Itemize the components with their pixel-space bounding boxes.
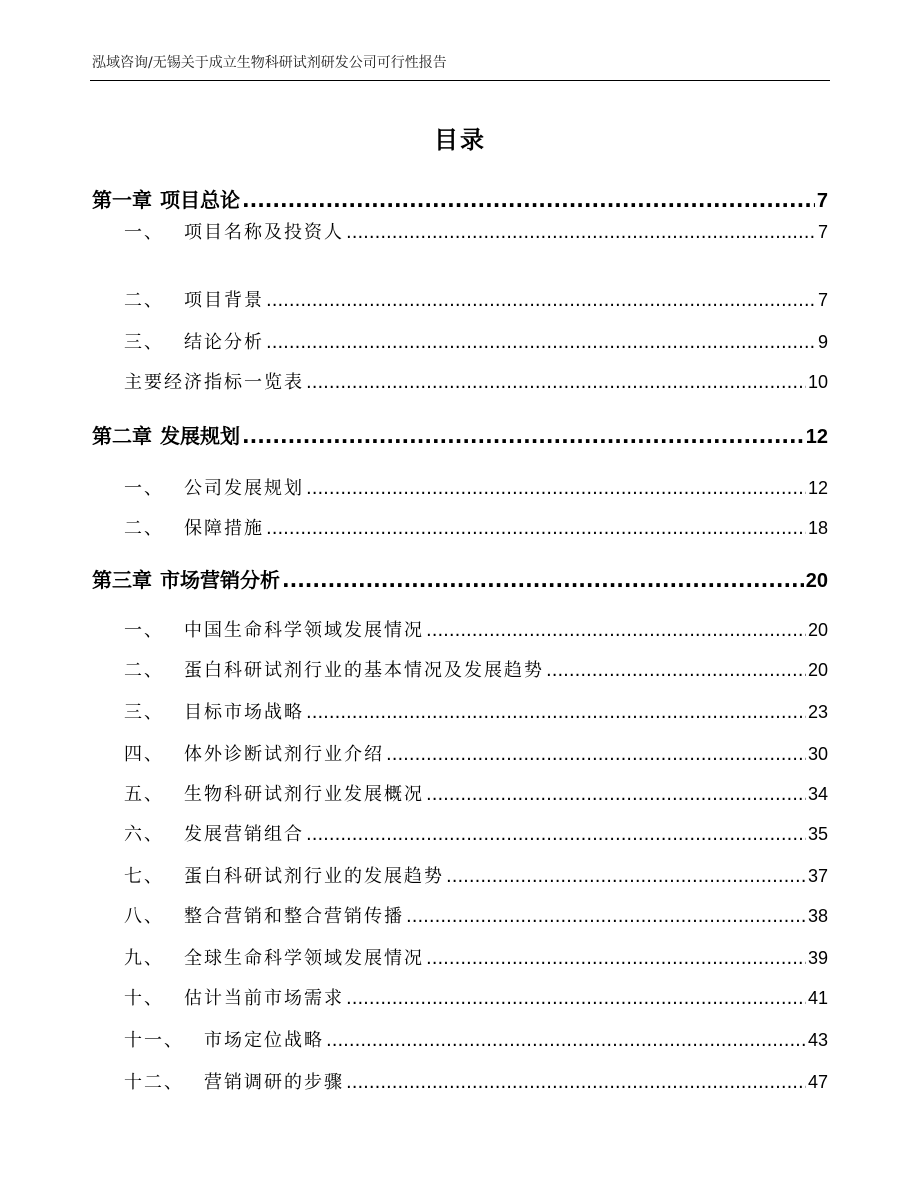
toc-entry-page-number: 47 <box>807 1072 828 1092</box>
toc-entry-page-number: 35 <box>807 824 828 844</box>
toc-section-entry[interactable] <box>124 1026 828 1052</box>
toc-section-entry[interactable] <box>124 820 828 846</box>
toc-section-entry[interactable] <box>124 698 828 724</box>
toc-entry-page-number: 20 <box>807 660 828 680</box>
dot-leader <box>242 188 815 212</box>
toc-entry-number: 一、 <box>124 478 164 499</box>
toc-entry-page-number: 20 <box>807 620 828 640</box>
toc-entry-label: 项目背景 <box>184 290 264 311</box>
toc-entry-page-number: 12 <box>807 478 828 498</box>
toc-entry-number: 十、 <box>124 988 164 1009</box>
toc-section-entry[interactable] <box>124 286 828 312</box>
toc-entry-number: 三、 <box>124 702 164 723</box>
toc-entry-number: 八、 <box>124 906 164 927</box>
dot-leader <box>346 222 816 243</box>
toc-chapter-entry[interactable] <box>92 184 828 213</box>
dot-leader <box>546 660 806 681</box>
toc-entry-page-number: 38 <box>807 906 828 926</box>
toc-entry-label: 中国生命科学领域发展情况 <box>184 620 424 641</box>
toc-section-entry[interactable] <box>124 514 828 540</box>
toc-entry-page-number: 39 <box>807 948 828 968</box>
toc-entry-page-number: 12 <box>805 426 828 448</box>
toc-section-entry[interactable] <box>124 656 828 682</box>
toc-entry-label: 结论分析 <box>184 332 264 353</box>
toc-entry-number: 四、 <box>124 744 164 765</box>
toc-entry-number: 十二、 <box>124 1072 184 1093</box>
dot-leader <box>426 948 806 969</box>
toc-entry-page-number: 7 <box>817 290 828 310</box>
dot-leader <box>242 424 804 448</box>
toc-section-entry[interactable] <box>124 616 828 642</box>
header-divider <box>90 80 830 81</box>
toc-entry-label: 发展规划 <box>160 424 240 448</box>
toc-entry-number: 一、 <box>124 222 164 243</box>
toc-section-entry[interactable] <box>124 474 828 500</box>
dot-leader <box>346 988 806 1009</box>
toc-entry-number: 五、 <box>124 784 164 805</box>
toc-section-entry[interactable] <box>124 1068 828 1094</box>
toc-entry-page-number: 7 <box>816 190 828 212</box>
toc-section-entry[interactable] <box>124 328 828 354</box>
toc-entry-number: 二、 <box>124 518 164 539</box>
toc-section-entry[interactable] <box>124 218 828 244</box>
toc-entry-number: 二、 <box>124 660 164 681</box>
toc-section-entry[interactable] <box>124 368 828 394</box>
toc-entry-number: 第三章 <box>92 568 152 592</box>
toc-entry-number: 第一章 <box>92 188 152 212</box>
dot-leader <box>346 1072 806 1093</box>
toc-entry-label: 估计当前市场需求 <box>184 988 344 1009</box>
toc-entry-page-number: 20 <box>805 570 828 592</box>
toc-entry-page-number: 37 <box>807 866 828 886</box>
toc-entry-label: 蛋白科研试剂行业的发展趋势 <box>184 866 444 887</box>
toc-entry-number: 六、 <box>124 824 164 845</box>
toc-entry-label: 主要经济指标一览表 <box>124 372 304 393</box>
toc-section-entry[interactable] <box>124 902 828 928</box>
dot-leader <box>446 866 806 887</box>
toc-entry-label: 体外诊断试剂行业介绍 <box>184 744 384 765</box>
dot-leader <box>282 568 804 592</box>
dot-leader <box>306 702 806 723</box>
toc-entry-page-number: 41 <box>807 988 828 1008</box>
toc-entry-label: 市场营销分析 <box>160 568 280 592</box>
dot-leader <box>386 744 806 765</box>
toc-chapter-entry[interactable] <box>92 420 828 449</box>
dot-leader <box>266 332 816 353</box>
toc-entry-number: 九、 <box>124 948 164 969</box>
dot-leader <box>266 518 806 539</box>
toc-section-entry[interactable] <box>124 740 828 766</box>
dot-leader <box>266 290 816 311</box>
toc-entry-label: 营销调研的步骤 <box>204 1072 344 1093</box>
toc-entry-number: 一、 <box>124 620 164 641</box>
toc-entry-page-number: 10 <box>807 372 828 392</box>
toc-entry-number: 第二章 <box>92 424 152 448</box>
toc-entry-number: 十一、 <box>124 1030 184 1051</box>
toc-entry-label: 蛋白科研试剂行业的基本情况及发展趋势 <box>184 660 544 681</box>
toc-entry-label: 生物科研试剂行业发展概况 <box>184 784 424 805</box>
toc-entry-number: 二、 <box>124 290 164 311</box>
toc-entry-number: 三、 <box>124 332 164 353</box>
toc-entry-page-number: 34 <box>807 784 828 804</box>
toc-entry-page-number: 43 <box>807 1030 828 1050</box>
dot-leader <box>306 824 806 845</box>
toc-entry-label: 目标市场战略 <box>184 702 304 723</box>
dot-leader <box>426 620 806 641</box>
toc-entry-label: 全球生命科学领域发展情况 <box>184 948 424 969</box>
toc-entry-number: 七、 <box>124 866 164 887</box>
toc-entry-label: 项目总论 <box>160 188 240 212</box>
toc-chapter-entry[interactable] <box>92 564 828 593</box>
toc-entry-label: 公司发展规划 <box>184 478 304 499</box>
toc-entry-page-number: 30 <box>807 744 828 764</box>
toc-section-entry[interactable] <box>124 984 828 1010</box>
toc-entry-page-number: 9 <box>817 332 828 352</box>
toc-entry-label: 市场定位战略 <box>204 1030 324 1051</box>
toc-entry-label: 保障措施 <box>184 518 264 539</box>
toc-entry-label: 整合营销和整合营销传播 <box>184 906 404 927</box>
toc-section-entry[interactable] <box>124 862 828 888</box>
dot-leader <box>426 784 806 805</box>
page-title: 目录 <box>434 126 486 154</box>
toc-entry-label: 发展营销组合 <box>184 824 304 845</box>
running-header: 泓域咨询/无锡关于成立生物科研试剂研发公司可行性报告 <box>92 55 447 71</box>
toc-entry-page-number: 7 <box>817 222 828 242</box>
toc-entry-label: 项目名称及投资人 <box>184 222 344 243</box>
toc-section-entry[interactable] <box>124 780 828 806</box>
dot-leader <box>306 372 806 393</box>
toc-entry-page-number: 23 <box>807 702 828 722</box>
dot-leader <box>326 1030 806 1051</box>
dot-leader <box>306 478 806 499</box>
toc-section-entry[interactable] <box>124 944 828 970</box>
dot-leader <box>406 906 806 927</box>
toc-entry-page-number: 18 <box>807 518 828 538</box>
